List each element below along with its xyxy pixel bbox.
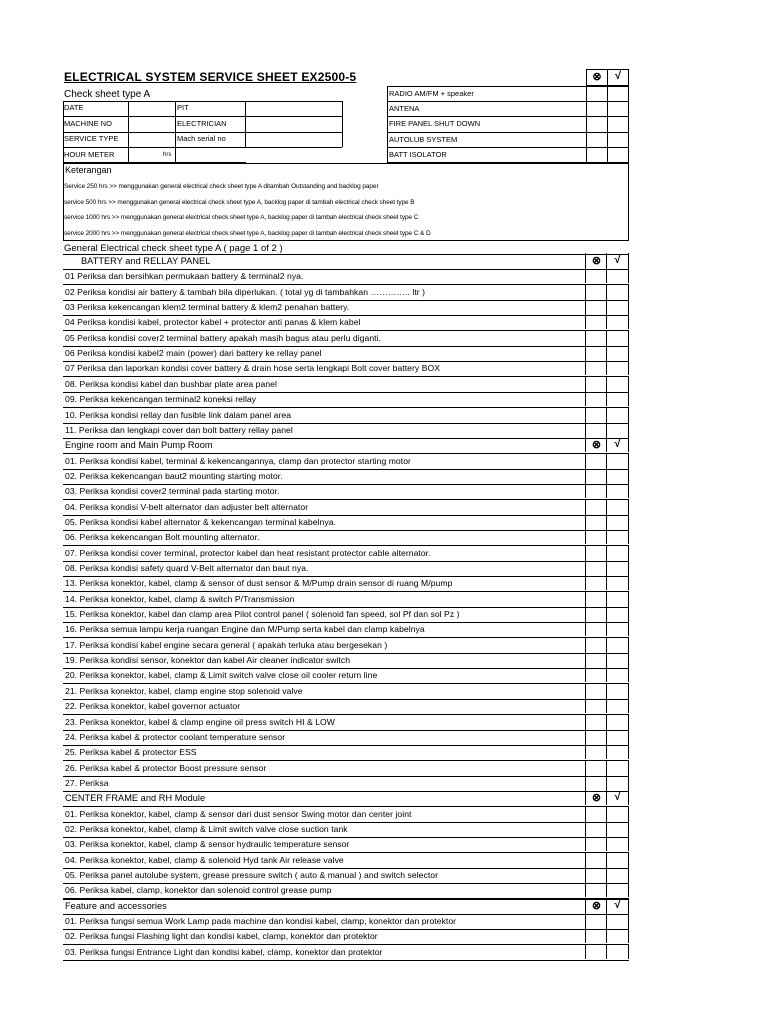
- electrician-label: ELECTRICIAN: [177, 119, 227, 128]
- column-divider: [628, 360, 629, 375]
- ok-checkbox[interactable]: [607, 469, 628, 483]
- ok-checkbox[interactable]: [607, 822, 628, 836]
- column-divider: [628, 637, 629, 652]
- checklist-row: [63, 530, 629, 546]
- ok-checkbox[interactable]: [607, 269, 628, 283]
- not-ok-checkbox[interactable]: [586, 346, 606, 360]
- checklist-row: [63, 715, 629, 731]
- checklist-item-text: 03 Periksa kekencangan klem2 terminal battery & klem2 penahan battery.: [65, 302, 350, 312]
- column-divider: [628, 284, 629, 299]
- column-divider: [628, 683, 629, 698]
- checklist-item-text: 20. Periksa konektor, kabel, clamp & Limit switch valve close oil cooler return line: [65, 670, 378, 680]
- checklist-row: [63, 377, 629, 393]
- ok-checkbox[interactable]: [607, 500, 628, 514]
- column-divider: [628, 714, 629, 729]
- checklist-row: [63, 561, 629, 577]
- column-divider: [628, 821, 629, 836]
- ok-checkbox[interactable]: [607, 868, 628, 882]
- check-sheet-type: Check sheet type A: [64, 89, 151, 100]
- checklist-item-text: 06. Periksa kabel, clamp, konektor dan solenoid control grease pump: [65, 885, 332, 895]
- section-header: [63, 254, 629, 270]
- checklist-item-text: 06 Periksa kondisi kabel2 main (power) dari battery ke rellay panel: [65, 348, 322, 358]
- section-title: Engine room and Main Pump Room: [65, 440, 213, 450]
- check-mark-icon: √: [614, 70, 622, 82]
- hrs-unit: hrs: [163, 152, 172, 158]
- column-divider: [628, 499, 629, 514]
- checklist-item-text: 15. Periksa konektor, kabel dan clamp area Pilot control panel ( solenoid fan speed, sol Pf dan sol Pz ): [65, 609, 460, 619]
- checklist-item-text: 21. Periksa konektor, kabel, clamp engine stop solenoid valve: [65, 686, 303, 696]
- column-divider: [628, 514, 629, 529]
- checklist-row: [63, 914, 629, 930]
- column-divider: [628, 560, 629, 575]
- ok-checkbox[interactable]: [607, 515, 628, 529]
- service-type-label: SERVICE TYPE: [64, 134, 119, 143]
- ok-checkbox[interactable]: [607, 914, 628, 928]
- checklist-row: [63, 822, 629, 838]
- not-ok-checkbox[interactable]: [586, 408, 606, 422]
- column-divider: [628, 268, 629, 283]
- x-mark-icon: ⊗: [591, 900, 602, 912]
- checklist-row: [63, 730, 629, 746]
- note-250: Service 250 hrs >> menggunakan general electrical check sheet type A ditambah Outstanding and backlog paper: [64, 183, 379, 190]
- checklist-row: [63, 408, 629, 424]
- checklist-item-text: 04 Periksa kondisi kabel, protector kabel + protector anti panas & klem kabel: [65, 317, 361, 327]
- checklist-item-text: 02. Periksa fungsi Flashing light dan kondisi kabel, clamp, konektor dan protektor: [65, 931, 378, 941]
- ok-checkbox[interactable]: [607, 300, 628, 314]
- column-divider: [628, 529, 629, 544]
- machine-no-label: MACHINE NO: [64, 119, 112, 128]
- mach-serial-label: Mach serial no: [177, 134, 226, 143]
- ok-checkbox[interactable]: [607, 408, 628, 422]
- ok-checkbox[interactable]: [607, 776, 628, 790]
- checklist-row: [63, 776, 629, 792]
- checklist-row: [63, 346, 629, 362]
- checklist-row: [63, 515, 629, 531]
- checklist-row: [63, 684, 629, 700]
- sheet-title: ELECTRICAL SYSTEM SERVICE SHEET EX2500-5: [64, 70, 357, 84]
- not-ok-checkbox[interactable]: [586, 730, 606, 744]
- section-header: [63, 438, 629, 454]
- not-ok-checkbox[interactable]: [586, 853, 606, 867]
- checklist-item-text: 02. Periksa konektor, kabel, clamp & Limit switch valve close suction tank: [65, 824, 348, 834]
- column-divider: [628, 882, 629, 897]
- check-mark-icon: √: [614, 254, 621, 266]
- batt-isolator-label: BATT ISOLATOR: [389, 150, 447, 159]
- not-ok-checkbox[interactable]: [586, 530, 606, 544]
- note-1000: service 1000 hrs >> menggunakan general electrical check sheet type A, backlog paper di tambah electrical check sheet type C: [64, 214, 419, 221]
- ok-checkbox[interactable]: [607, 546, 628, 560]
- checklist-row: [63, 454, 629, 470]
- column-divider: [628, 591, 629, 606]
- not-ok-checkbox[interactable]: [586, 592, 606, 606]
- checklist-item-text: 02. Periksa kekencangan baut2 mounting starting motor.: [65, 471, 283, 481]
- column-divider: [628, 729, 629, 744]
- checklist-item-text: 17. Periksa kondisi kabel engine secara general ( apakah terluka atau bergesekan ): [65, 640, 388, 650]
- checklist-row: [63, 883, 629, 899]
- check-mark-icon: √: [614, 438, 621, 450]
- column-divider: [628, 836, 629, 851]
- not-ok-checkbox[interactable]: [586, 576, 606, 590]
- not-ok-checkbox[interactable]: [586, 807, 606, 821]
- check-mark-icon: √: [614, 899, 621, 911]
- not-ok-checkbox[interactable]: [586, 914, 606, 928]
- checklist-item-text: 01. Periksa fungsi semua Work Lamp pada machine dan kondisi kabel, clamp, konektor dan protektor: [65, 916, 457, 926]
- not-ok-checkbox[interactable]: [586, 454, 606, 468]
- checklist-item-text: 01. Periksa konektor, kabel, clamp & sensor dari dust sensor Swing motor dan center joint: [65, 809, 412, 819]
- section-title: CENTER FRAME and RH Module: [65, 793, 206, 803]
- ok-checkbox[interactable]: [607, 730, 628, 744]
- note-500: service 500 hrs >> menggunakan general electrical check sheet type A, backlog paper di tambah electrical check sheet type B: [64, 199, 415, 206]
- not-ok-checkbox[interactable]: [586, 515, 606, 529]
- column-divider: [628, 422, 629, 437]
- checklist-row: [63, 315, 629, 331]
- column-divider: [628, 407, 629, 422]
- column-divider: [628, 330, 629, 345]
- not-ok-checkbox[interactable]: [586, 285, 606, 299]
- ok-checkbox[interactable]: [607, 945, 628, 959]
- ok-checkbox[interactable]: [607, 715, 628, 729]
- ok-checkbox[interactable]: [607, 929, 628, 943]
- column-divider: [628, 468, 629, 483]
- column-divider: [628, 575, 629, 590]
- column-divider: [628, 867, 629, 882]
- not-ok-checkbox[interactable]: [586, 546, 606, 560]
- column-divider: [628, 345, 629, 360]
- ok-checkbox[interactable]: [607, 346, 628, 360]
- column-divider: [628, 928, 629, 943]
- ok-checkbox[interactable]: [607, 653, 628, 667]
- checklist-row: [63, 853, 629, 869]
- checklist-row: [63, 576, 629, 592]
- checklist-row: [63, 653, 629, 669]
- checklist-item-text: 16. Periksa semua lampu kerja ruangan Engine dan M/Pump serta kabel dan clamp kabelnya: [65, 624, 425, 634]
- not-ok-checkbox[interactable]: [586, 837, 606, 851]
- ok-checkbox[interactable]: [607, 807, 628, 821]
- checklist-row: [63, 361, 629, 377]
- checklist-item-text: 07. Periksa kondisi cover terminal, protector kabel dan heat resistant protector cable alternator.: [65, 548, 431, 558]
- checklist-row: [63, 638, 629, 654]
- checklist-item-text: 10. Periksa kondisi rellay dan fusible link dalam panel area: [65, 410, 292, 420]
- checklist-item-text: 03. Periksa kondisi cover2 terminal pada starting motor.: [65, 486, 280, 496]
- checklist-row: [63, 761, 629, 777]
- checklist-row: [63, 484, 629, 500]
- ok-checkbox[interactable]: [607, 638, 628, 652]
- column-divider: [628, 898, 629, 913]
- checklist-item-text: 08. Periksa kondisi kabel dan bushbar plate area panel: [65, 379, 277, 389]
- checklist-row: [63, 945, 629, 961]
- checklist-item-text: 03. Periksa konektor, kabel, clamp & sensor hydraulic temperature sensor: [65, 839, 350, 849]
- hour-meter-label: HOUR METER: [64, 150, 115, 159]
- not-ok-checkbox[interactable]: [586, 929, 606, 943]
- checklist-item-text: 06. Periksa kekencangan Bolt mounting alternator.: [65, 532, 260, 542]
- column-divider: [628, 314, 629, 329]
- checklist-item-text: 26. Periksa kabel & protector Boost pressure sensor: [65, 763, 267, 773]
- checklist-row: [63, 745, 629, 761]
- column-divider: [628, 376, 629, 391]
- column-divider: [628, 545, 629, 560]
- ok-checkbox[interactable]: [607, 285, 628, 299]
- ok-checkbox[interactable]: [607, 392, 628, 406]
- x-mark-icon: ⊗: [591, 255, 602, 267]
- checklist-item-text: 01. Periksa kondisi kabel, terminal & kekencangannya, clamp dan protector starting motor: [65, 456, 411, 466]
- checklist-item-text: 23. Periksa konektor, kabel & clamp engine oil press switch HI & LOW: [65, 717, 335, 727]
- ok-checkbox[interactable]: [607, 484, 628, 498]
- not-ok-checkbox[interactable]: [586, 699, 606, 713]
- checklist-item-text: 14. Periksa konektor, kabel, clamp & switch P/Transmission: [65, 594, 295, 604]
- x-mark-icon: ⊗: [592, 71, 602, 83]
- column-divider: [628, 391, 629, 406]
- column-divider: [628, 253, 629, 268]
- not-ok-checkbox[interactable]: [586, 561, 606, 575]
- checklist-row: [63, 699, 629, 715]
- checklist-item-text: 08. Periksa kondisi safety quard V-Belt alternator dan baut nya.: [65, 563, 309, 573]
- note-2000: service 2000 hrs >> menggunakan general electrical check sheet type A, backlog paper di tambah electrical check sheet type C & D: [64, 230, 431, 237]
- ok-checkbox[interactable]: [607, 883, 628, 897]
- checklist-item-text: 07 Periksa dan laporkan kondisi cover battery & drain hose serta lengkapi Bolt cover battery BOX: [65, 363, 441, 373]
- column-divider: [628, 775, 629, 790]
- x-mark-icon: ⊗: [591, 792, 602, 804]
- not-ok-checkbox[interactable]: [586, 484, 606, 498]
- ok-checkbox[interactable]: [607, 315, 628, 329]
- not-ok-checkbox[interactable]: [586, 745, 606, 759]
- section-header: [63, 899, 629, 915]
- section-header: [63, 791, 629, 807]
- checklist-row: [63, 500, 629, 516]
- ok-checkbox[interactable]: [607, 668, 628, 682]
- not-ok-checkbox[interactable]: [586, 684, 606, 698]
- column-divider: [628, 652, 629, 667]
- checklist-item-text: 03. Periksa fungsi Entrance Light dan kondisi kabel, clamp, konektor dan protektor: [65, 947, 383, 957]
- ok-checkbox[interactable]: [607, 853, 628, 867]
- column-divider: [628, 437, 629, 452]
- not-ok-checkbox[interactable]: [586, 377, 606, 391]
- checklist-item-text: 27. Periksa: [65, 778, 109, 788]
- checklist-row: [63, 837, 629, 853]
- not-ok-checkbox[interactable]: [586, 668, 606, 682]
- not-ok-checkbox[interactable]: [586, 500, 606, 514]
- checklist-item-text: 04. Periksa konektor, kabel, clamp & solenoid Hyd tank Air release valve: [65, 855, 344, 865]
- checklist-item-text: 02 Periksa kondisi air battery & tambah bila diperlukan. ( total yg di tambahkan ………….. ltr ): [65, 287, 426, 297]
- not-ok-checkbox[interactable]: [586, 361, 606, 375]
- not-ok-checkbox[interactable]: [586, 883, 606, 897]
- not-ok-checkbox[interactable]: [586, 822, 606, 836]
- column-divider: [628, 606, 629, 621]
- ok-checkbox[interactable]: [607, 423, 628, 437]
- checklist-row: [63, 269, 629, 285]
- checklist-row: [63, 285, 629, 301]
- not-ok-checkbox[interactable]: [586, 776, 606, 790]
- checklist-row: [63, 546, 629, 562]
- column-divider: [628, 667, 629, 682]
- ok-checkbox[interactable]: [607, 454, 628, 468]
- keterangan-label: Keterangan: [65, 165, 112, 175]
- checklist-row: [63, 592, 629, 608]
- not-ok-checkbox[interactable]: [586, 715, 606, 729]
- radio-label: RADIO AM/FM + speaker: [389, 89, 474, 98]
- checklist-item-text: 22. Periksa konektor, kabel governor actuator: [65, 701, 241, 711]
- column-divider: [628, 806, 629, 821]
- column-divider: [628, 744, 629, 759]
- checklist-item-text: 11. Periksa dan lengkapi cover dan bolt battery rellay panel: [65, 425, 293, 435]
- ok-checkbox[interactable]: [607, 699, 628, 713]
- checklist-row: [63, 929, 629, 945]
- checklist-item-text: 09. Periksa kekencangan terminal2 koneksi rellay: [65, 394, 257, 404]
- general-title: General Electrical check sheet type A ( page 1 of 2 ): [64, 243, 283, 254]
- column-divider: [628, 483, 629, 498]
- column-divider: [628, 852, 629, 867]
- column-divider: [628, 790, 629, 805]
- ok-checkbox[interactable]: [607, 592, 628, 606]
- checklist-item-text: 04. Periksa kondisi V-belt alternator dan adjuster belt alternator: [65, 502, 309, 512]
- fire-panel-label: FIRE PANEL SHUT DOWN: [389, 119, 481, 128]
- ok-checkbox[interactable]: [607, 761, 628, 775]
- checklist-row: [63, 469, 629, 485]
- ok-checkbox[interactable]: [607, 745, 628, 759]
- checklist-item-text: 01 Periksa dan bersihkan permukaan battery & terminal2 nya.: [65, 271, 304, 281]
- checklist-row: [63, 423, 629, 439]
- checklist-item-text: 25. Periksa kabel & protector ESS: [65, 747, 197, 757]
- not-ok-checkbox[interactable]: [586, 622, 606, 636]
- not-ok-checkbox[interactable]: [586, 469, 606, 483]
- checklist-item-text: 19. Periksa kondisi sensor, konektor dan kabel Air cleaner indicator switch: [65, 655, 351, 665]
- checklist-item-text: 24. Periksa kabel & protector coolant temperature sensor: [65, 732, 286, 742]
- not-ok-checkbox[interactable]: [586, 331, 606, 345]
- ok-checkbox[interactable]: [607, 377, 628, 391]
- not-ok-checkbox[interactable]: [586, 868, 606, 882]
- date-label: DATE: [64, 103, 84, 112]
- checklist-item-text: 05 Periksa kondisi cover2 terminal battery apakah masih bagus atau perlu diganti.: [65, 333, 381, 343]
- ok-checkbox[interactable]: [607, 331, 628, 345]
- column-divider: [628, 913, 629, 928]
- ok-checkbox[interactable]: [607, 607, 628, 621]
- column-divider: [628, 760, 629, 775]
- not-ok-checkbox[interactable]: [586, 392, 606, 406]
- checklist-item-text: 05. Periksa panel autolube system, grease pressure switch ( auto & manual ) and switch selector: [65, 870, 439, 880]
- ok-checkbox[interactable]: [607, 837, 628, 851]
- antena-label: ANTENA: [389, 104, 420, 113]
- check-mark-icon: √: [614, 791, 621, 803]
- not-ok-checkbox[interactable]: [586, 423, 606, 437]
- not-ok-checkbox[interactable]: [586, 315, 606, 329]
- section-title: BATTERY and RELLAY PANEL: [81, 256, 211, 266]
- column-divider: [628, 621, 629, 636]
- column-divider: [628, 698, 629, 713]
- autolub-label: AUTOLUB SYSTEM: [389, 135, 458, 144]
- checklist-row: [63, 300, 629, 316]
- checklist-row: [63, 392, 629, 408]
- not-ok-checkbox[interactable]: [586, 607, 606, 621]
- column-divider: [628, 453, 629, 468]
- ok-checkbox[interactable]: [607, 576, 628, 590]
- not-ok-checkbox[interactable]: [586, 300, 606, 314]
- column-divider: [628, 299, 629, 314]
- not-ok-checkbox[interactable]: [586, 653, 606, 667]
- not-ok-checkbox[interactable]: [586, 945, 606, 959]
- checklist-item-text: 05. Periksa kondisi kabel alternator & kekencangan terminal kabelnya.: [65, 517, 336, 527]
- ok-checkbox[interactable]: [607, 561, 628, 575]
- checklist-row: [63, 668, 629, 684]
- checklist-row: [63, 868, 629, 884]
- not-ok-checkbox[interactable]: [586, 269, 606, 283]
- section-title: Feature and accessories: [65, 901, 167, 911]
- x-mark-icon: ⊗: [591, 439, 602, 451]
- checklist-row: [63, 807, 629, 823]
- checklist-item-text: 13. Periksa konektor, kabel, clamp & sensor of dust sensor & M/Pump drain sensor di ruang M/pump: [65, 578, 453, 588]
- not-ok-checkbox[interactable]: [586, 638, 606, 652]
- checklist-row: [63, 607, 629, 623]
- not-ok-checkbox[interactable]: [586, 761, 606, 775]
- checklist-row: [63, 331, 629, 347]
- column-divider: [628, 944, 629, 959]
- pit-label: PIT: [177, 103, 189, 112]
- checklist-row: [63, 622, 629, 638]
- ok-checkbox[interactable]: [607, 530, 628, 544]
- ok-checkbox[interactable]: [607, 361, 628, 375]
- ok-checkbox[interactable]: [607, 684, 628, 698]
- ok-checkbox[interactable]: [607, 622, 628, 636]
